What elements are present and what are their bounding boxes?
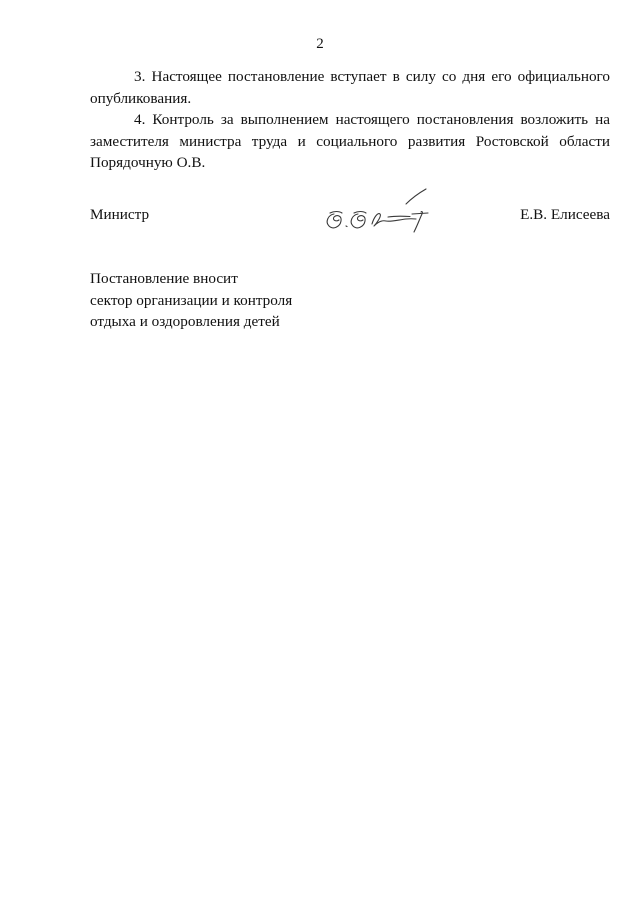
note-line: отдыха и оздоровления детей — [90, 313, 280, 330]
paragraph-effective-date: 3. Настоящее постановление вступает в силу со дня его официального опубликования. — [90, 68, 610, 107]
note-line: Постановление вносит — [90, 270, 238, 287]
signatory-title: Министр — [90, 206, 150, 223]
note-line: сектор организации и контроля — [90, 291, 293, 309]
paragraph-control: 4. Контроль за выполнением настоящего постановления возложить на заместителя министра труда и социального развития Ростовской области Порядочную О.В. — [90, 111, 610, 171]
page-number: 2 — [316, 36, 324, 52]
document-body — [90, 66, 610, 174]
handwritten-signature — [322, 184, 432, 240]
signatory-name: Е.В. Елисеева — [520, 206, 610, 223]
submitter-note — [90, 268, 292, 333]
